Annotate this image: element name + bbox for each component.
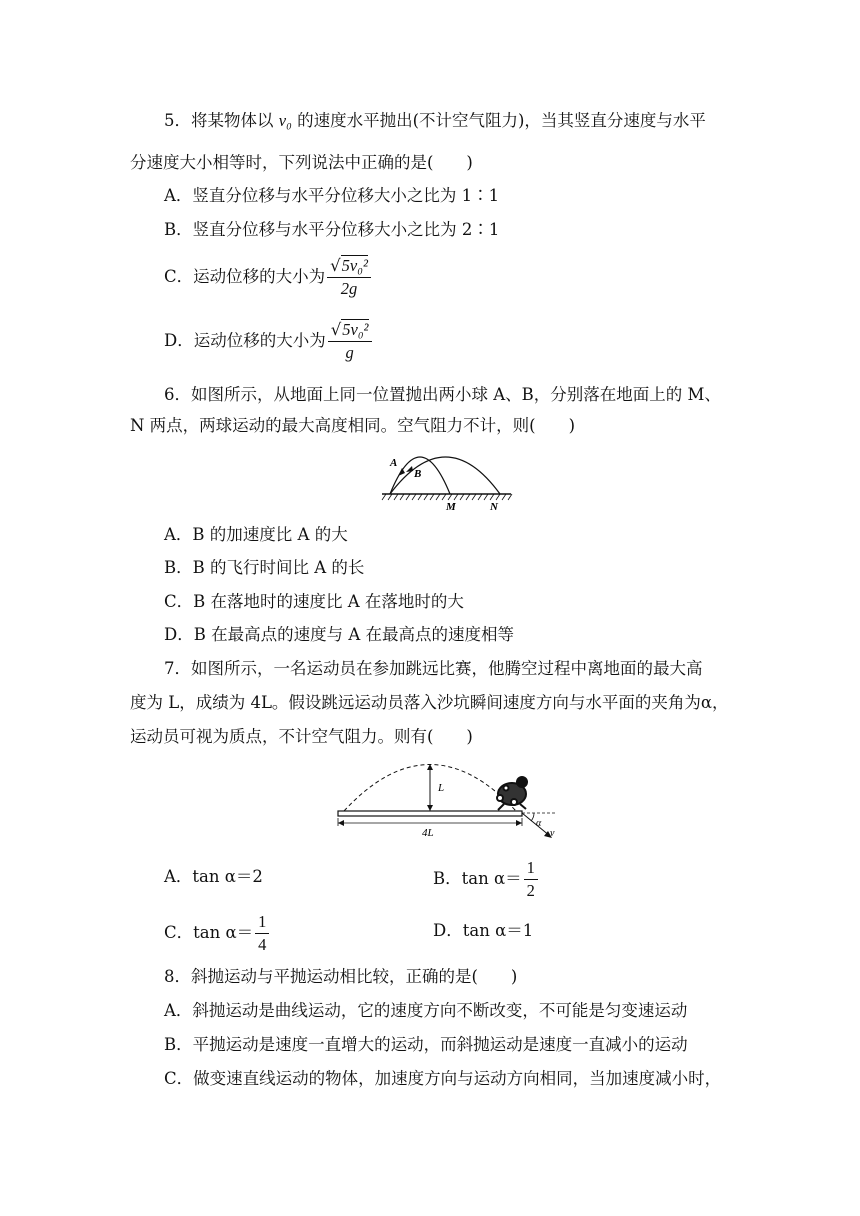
q7-option-a: A．tan α＝2	[164, 867, 263, 886]
q6-stem-line1: 6．如图所示，从地面上同一位置抛出两小球 A、B，分别落在地面上的 M、	[164, 385, 721, 404]
q6-option-d: D．B 在最高点的速度与 A 在最高点的速度相等	[164, 625, 515, 644]
q7-option-c-numerator: 1	[255, 912, 269, 934]
q6-ground-hatch	[382, 494, 512, 500]
q7-label-velocity: v	[550, 828, 555, 839]
q5-option-d-numerator: 5v₀²	[342, 320, 369, 339]
q7-distance-arrow-right	[516, 820, 522, 826]
q6-stem-line2: N 两点，两球运动的最大高度相同。空气阻力不计，则( )	[130, 416, 576, 435]
q7-figure	[334, 756, 570, 842]
q7-label-distance: 4L	[422, 827, 434, 839]
q5-v0-symbol: v₀	[278, 111, 292, 130]
q5-option-c-text: C．运动位移的大小为	[164, 267, 326, 286]
q8-option-c: C．做变速直线运动的物体，加速度方向与运动方向相同，当加速度减小时，	[164, 1069, 722, 1088]
q5-stem-line1	[164, 110, 706, 132]
q5-option-d-text: D．运动位移的大小为	[164, 331, 326, 350]
q5-option-a: A．竖直分位移与水平分位移大小之比为 1∶1	[164, 186, 500, 205]
q5-option-c-numerator: 5v₀²	[341, 256, 368, 275]
q7-distance-arrow-left	[338, 820, 344, 826]
q6-option-a: A．B 的加速度比 A 的大	[164, 525, 348, 544]
q6-trajectory-b	[390, 457, 500, 494]
q6-arrow-a	[398, 468, 405, 476]
q7-option-b-denominator: 2	[526, 881, 535, 900]
q5-stem-text-a: 5．将某物体以	[164, 111, 274, 130]
q5-option-c-denominator: 2g	[340, 279, 358, 298]
q6-option-b: B．B 的飞行时间比 A 的长	[164, 558, 365, 577]
q5-option-d	[164, 320, 372, 363]
q7-angle-arc	[531, 813, 534, 821]
q7-option-b-text: B．tan α＝	[433, 869, 522, 888]
q6-label-n: N	[490, 501, 498, 513]
q8-option-a: A．斜抛运动是曲线运动，它的速度方向不断改变，不可能是匀变速运动	[164, 1001, 688, 1020]
q7-option-c-denominator: 4	[258, 935, 267, 954]
q5-option-c	[164, 256, 371, 299]
q7-option-c-fraction	[255, 912, 269, 955]
q6-label-m: M	[446, 501, 456, 513]
q6-label-a: A	[390, 457, 398, 469]
q6-arrow-b	[406, 466, 413, 472]
q8-stem: 8．斜抛运动与平抛运动相比较，正确的是( )	[164, 967, 518, 986]
q7-label-height: L	[438, 782, 445, 794]
q7-runway	[338, 811, 522, 816]
q6-label-b: B	[414, 468, 422, 480]
q8-option-b: B．平抛运动是速度一直增大的运动，而斜抛运动是速度一直减小的运动	[164, 1035, 688, 1054]
q5-option-b: B．竖直分位移与水平分位移大小之比为 2∶1	[164, 220, 500, 239]
athlete-icon	[497, 777, 527, 810]
q7-option-d: D．tan α＝1	[433, 921, 534, 940]
q7-label-angle: α	[536, 818, 542, 829]
q7-stem-line1: 7．如图所示，一名运动员在参加跳远比赛，他腾空过程中离地面的最大高	[164, 659, 703, 678]
q7-stem-line3: 运动员可视为质点，不计空气阻力。则有( )	[130, 727, 473, 746]
q7-option-c	[164, 912, 269, 955]
q6-option-c: C．B 在落地时的速度比 A 在落地时的大	[164, 592, 464, 611]
q5-option-d-denominator: g	[345, 343, 354, 362]
q5-stem-text-b: 的速度水平抛出(不计空气阻力)，当其竖直分速度与水平	[297, 111, 706, 130]
q7-height-arrow-bottom	[427, 805, 433, 811]
q5-option-d-fraction: $\frac{\text{√5v₀²}}{g}$	[328, 320, 372, 363]
q7-option-b	[433, 858, 538, 901]
q7-option-b-fraction	[524, 858, 538, 901]
q7-stem-line2: 度为 L，成绩为 4L。假设跳远运动员落入沙坑瞬间速度方向与水平面的夹角为α，	[130, 693, 729, 712]
q7-option-b-numerator: 1	[524, 858, 538, 880]
q6-figure	[376, 446, 516, 516]
q7-option-c-text: C．tan α＝	[164, 923, 254, 942]
q5-stem-line2: 分速度大小相等时，下列说法中正确的是( )	[130, 153, 473, 172]
q5-option-c-fraction: $\frac{\text{√5v₀²}}{2g}$	[327, 256, 371, 299]
